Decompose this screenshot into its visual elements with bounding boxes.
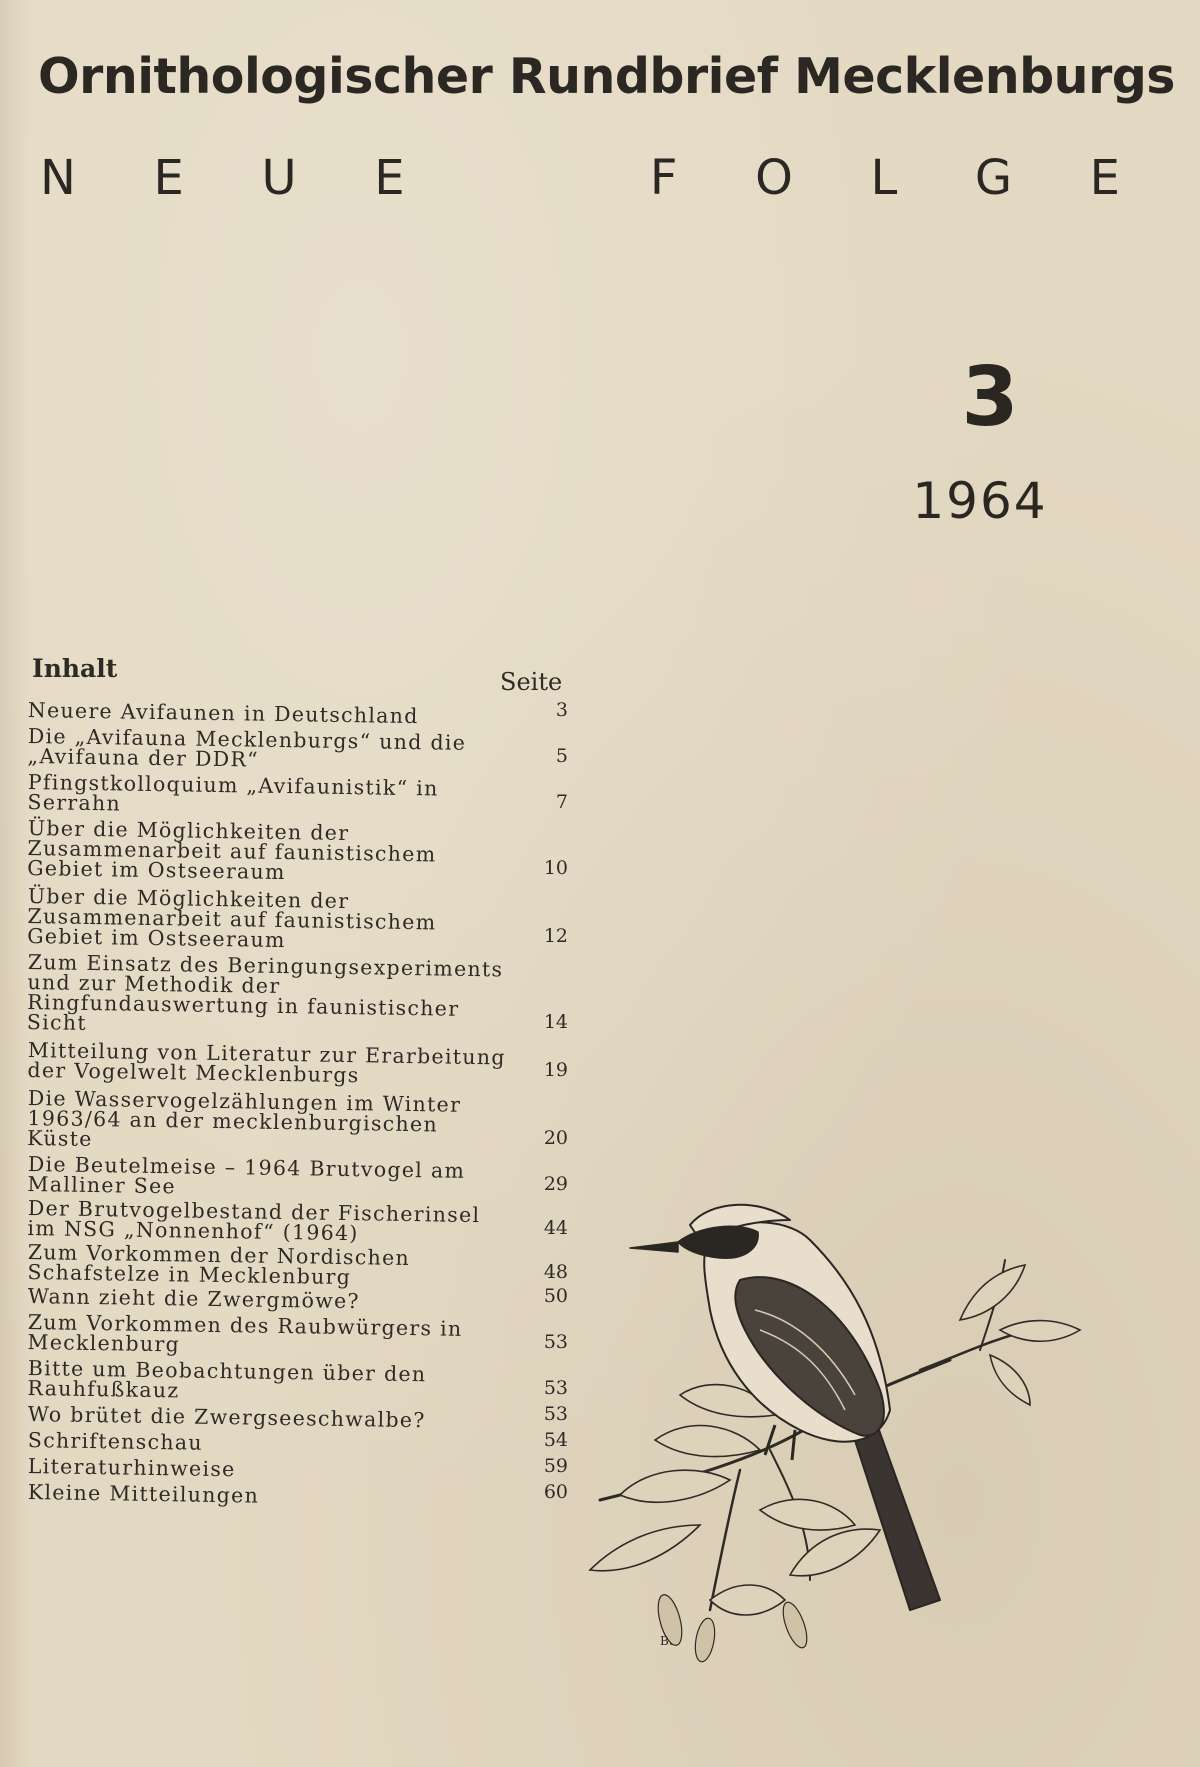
toc-entry-page: 5 [555,745,568,767]
toc-entry [27,698,588,729]
toc-entry [27,1480,588,1508]
toc-entry [26,950,588,1035]
toc-entry [27,770,588,816]
subtitle-letter: O [755,150,793,206]
toc-entries [26,698,588,1508]
toc-entry [27,1310,588,1357]
toc-entry-page: 29 [543,1173,568,1195]
toc-entry-page: 53 [543,1377,568,1399]
subtitle-letter: L [870,150,898,206]
toc-entry [27,724,588,772]
bird-drawing [630,1205,940,1610]
toc-entry [27,1152,588,1199]
toc-entry-title: Zum Einsatz des Beringungsexperiments und zur Methodik der Ringfundauswertung in faunistischer Sicht [26,950,504,1035]
toc-entry [27,816,588,885]
toc-entry-title: Der Brutvogelbestand der Fischerinsel im NSG „Nonnenhof“ (1964) [27,1196,481,1246]
toc-entry-page: 59 [543,1455,568,1477]
toc-entry-title: Die „Avifauna Mecklenburgs“ und die „Avifauna der DDR“ [27,724,467,772]
toc-entry-title: Über die Möglichkeiten der Zusammenarbeit auf faunistischem Gebiet im Ostseeraum [27,816,437,885]
illustrator-signature: B. [660,1634,673,1648]
toc-entry-page: 3 [555,699,568,721]
toc-entry-page: 12 [543,925,568,947]
subtitle-letter: E [153,150,184,206]
toc-entry-title: Kleine Mitteilungen [27,1480,260,1508]
bird-illustration [560,1180,1100,1690]
toc-entry-title: Die Wasservogelzählungen im Winter 1963/64 an der mecklenburgischen Küste [27,1086,462,1152]
toc-entry-title: Schriftenschau [27,1428,204,1455]
subtitle-letter: E [374,150,405,206]
toc-entry-page: 54 [543,1429,568,1451]
toc-entry [27,1240,588,1290]
toc-entry-title: Über die Möglichkeiten der Zusammenarbeit auf faunistischem Gebiet im Ostseeraum [27,884,437,953]
subtitle-letter: N [40,150,76,206]
table-of-contents [26,648,588,1508]
toc-entry-page: 50 [543,1285,568,1307]
publication-title: Ornithologischer Rundbrief Mecklenburgs [38,48,1175,105]
toc-heading: Inhalt [32,654,118,683]
toc-entry-page: 20 [543,1127,568,1149]
toc-header [28,648,588,696]
subtitle-gap [482,150,572,206]
toc-entry-title: Wann zieht die Zwergmöwe? [27,1284,361,1314]
subtitle-letter: F [649,150,678,206]
toc-entry-title: Bitte um Beobachtungen über den Rauhfußkauz [27,1356,427,1403]
toc-entry [27,1356,588,1403]
toc-entry [27,1086,588,1152]
toc-entry-page: 53 [543,1403,568,1425]
toc-entry-page: 53 [543,1331,568,1353]
toc-entry [27,1196,588,1246]
issue-number: 3 [961,350,1019,445]
series-subtitle [40,150,1120,206]
toc-entry-title: Zum Vorkommen der Nordischen Schafstelze in Mecklenburg [27,1240,411,1290]
toc-entry [27,1454,588,1482]
toc-entry-title: Neuere Avifaunen in Deutschland [27,698,419,729]
toc-entry-page: 60 [543,1481,568,1503]
subtitle-letter: G [974,150,1013,206]
toc-entry-title: Die Beutelmeise – 1964 Brutvogel am Malliner See [27,1152,466,1199]
toc-entry [27,1038,588,1088]
page-column-label: Seite [500,668,563,696]
toc-entry-page: 19 [543,1059,568,1081]
toc-entry-page: 14 [543,1011,568,1033]
toc-entry [27,1284,588,1314]
toc-entry-title: Literaturhinweise [27,1454,236,1482]
toc-entry [27,884,588,953]
toc-entry-title: Wo brütet die Zwergseeschwalbe? [27,1402,426,1433]
toc-entry-page: 10 [543,857,568,879]
toc-entry [27,1402,588,1433]
toc-entry-page: 7 [555,791,568,813]
toc-entry-title: Zum Vorkommen des Raubwürgers in Mecklenburg [27,1310,463,1357]
toc-entry-page: 48 [543,1261,568,1283]
issue-year: 1964 [912,472,1048,530]
toc-entry-title: Mitteilung von Literatur zur Erarbeitung der Vogelwelt Mecklenburgs [27,1038,506,1088]
subtitle-letter: E [1089,150,1120,206]
toc-entry-title: Pfingstkolloquium „Avifaunistik“ in Serrahn [27,770,439,816]
toc-entry-page: 44 [543,1217,568,1239]
subtitle-letter: U [261,150,297,206]
toc-entry [27,1428,588,1455]
